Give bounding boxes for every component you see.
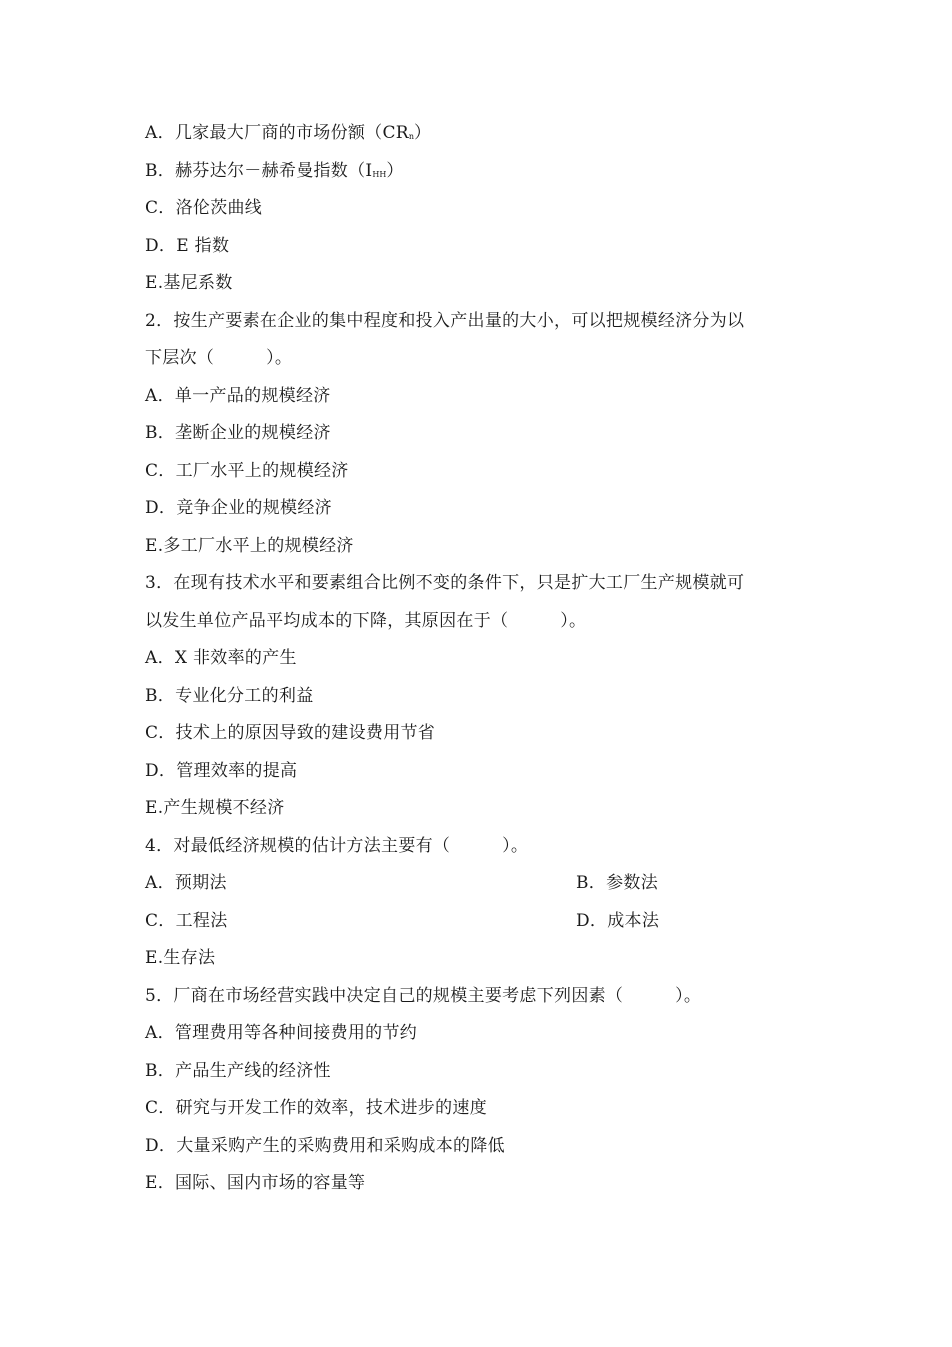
q4-options-row-2 [145,903,825,941]
q3-option-e: E.产生规模不经济 [145,798,285,818]
q5-option-a: A．管理费用等各种间接费用的节约 [145,1023,418,1043]
q1-option-e: E.基尼系数 [145,273,233,293]
q1-option-b-text: B．赫芬达尔－赫希曼指数（I [145,160,373,181]
q3-stem-line-2: 以发生单位产品平均成本的下降，其原因在于（ ）。 [145,610,587,631]
document-page [145,115,825,1203]
q1-option-a-close: ） [414,123,432,143]
q2-option-b: B．垄断企业的规模经济 [145,423,331,443]
q1-option-a-subscript: n [408,132,415,141]
q1-option-a [145,115,825,153]
q3-option-c: C．技术上的原因导致的建设费用节省 [145,723,436,743]
q1-option-b-subscript: HH [372,169,387,179]
q4-option-a: A．预期法 [145,873,227,893]
q2-stem-line-2: 下层次（ ）。 [145,348,293,368]
q2-stem-line-1: 2．按生产要素在企业的集中程度和投入产出量的大小，可以把规模经济分为以 [145,310,745,331]
q1-option-b [145,153,825,191]
q2-option-d: D．竞争企业的规模经济 [145,498,332,518]
q3-stem-line-1: 3．在现有技术水平和要素组合比例不变的条件下，只是扩大工厂生产规模就可 [145,573,745,593]
q2-option-e: E.多工厂水平上的规模经济 [145,535,354,556]
q4-option-e: E.生存法 [145,948,216,968]
q1-option-d: D．E 指数 [145,235,230,256]
q2-option-a: A．单一产品的规模经济 [145,385,331,406]
q1-option-a-text: A．几家最大厂商的市场份额（CR [145,123,409,143]
q5-stem: 5．厂商在市场经营实践中决定自己的规模主要考虑下列因素（ ）。 [145,985,702,1006]
q3-option-b: B．专业化分工的利益 [145,685,314,706]
q4-stem: 4．对最低经济规模的估计方法主要有（ ）。 [145,835,529,856]
q2-option-c: C．工厂水平上的规模经济 [145,460,349,481]
q5-option-c: C．研究与开发工作的效率，技术进步的速度 [145,1098,488,1118]
q1-option-b-close: ） [386,160,404,181]
q4-option-d: D．成本法 [576,910,660,931]
q4-option-b: B．参数法 [576,873,658,893]
q3-option-d: D．管理效率的提高 [145,760,298,781]
q3-option-a: A．X 非效率的产生 [145,648,297,668]
q4-option-c: C．工程法 [145,910,228,931]
q5-option-b: B．产品生产线的经济性 [145,1060,331,1081]
q4-options-row-1 [145,865,825,903]
q5-option-d: D．大量采购产生的采购费用和采购成本的降低 [145,1135,505,1156]
q1-option-c: C．洛伦茨曲线 [145,198,263,218]
q5-option-e: E．国际、国内市场的容量等 [145,1173,366,1193]
